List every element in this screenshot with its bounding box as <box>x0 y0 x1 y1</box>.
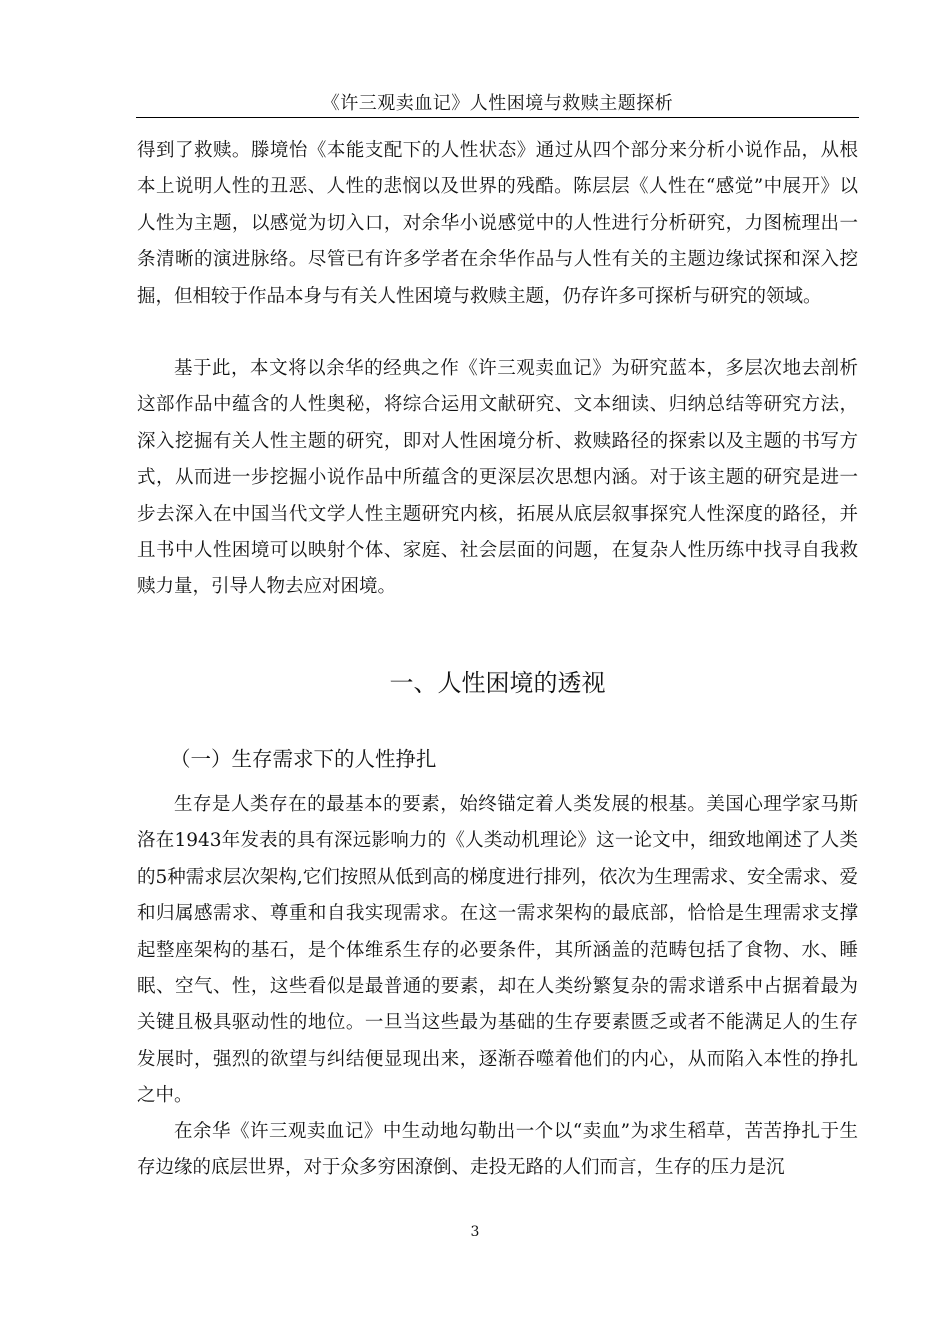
page-number: 3 <box>470 1224 480 1240</box>
subsection-heading: （一）生存需求下的人性挣扎 <box>170 747 437 771</box>
section-heading: 一、人性困境的透视 <box>389 669 606 697</box>
body-paragraph-4: 在余华《许三观卖血记》中生动地勾勒出一个以“卖血”为求生稻草，苦苦挣扎于生存边缘的底层世界，对于众多穷困潦倒、走投无路的人们而言，生存的压力是沉 <box>137 1121 858 1179</box>
running-header: 《许三观卖血记》人性困境与救赎主题探析 <box>321 93 674 114</box>
body-paragraph-3: 生存是人类存在的最基本的要素，始终锚定着人类发展的根基。美国心理学家马斯洛在1943年发表的具有深远影响力的《人类动机理论》这一论文中，细致地阐述了人类的5种需求层次架构,它们按照从低到高的梯度进行排列，依次为生理需求、安全需求、爱和归属感需求、尊重和自我实现需求。在这一需求架构的最底部，恰恰是生理需求支撑起整座架构的基石，是个体维系生存的必要条件，其所涵盖的范畴包括了食物、水、睡眠、空气、性，这些看似是最普通的要素，却在人类纷繁复杂的需求谱系中占据着最为关键且极具驱动性的地位。一旦当这些最为基础的生存要素匮乏或者不能满足人的生存发展时，强烈的欲望与纠结便显现出来，逐渐吞噬着他们的内心，从而陷入本性的挣扎之中。 <box>137 794 858 1107</box>
body-paragraph-1: 得到了救赎。滕境怡《本能支配下的人性状态》通过从四个部分来分析小说作品，从根本上说明人性的丑恶、人性的悲悯以及世界的残酷。陈层层《人性在“感觉”中展开》以人性为主题，以感觉为切入口，对余华小说感觉中的人性进行分析研究，力图梳理出一条清晰的演进脉络。尽管已有许多学者在余华作品与人性有关的主题边缘试探和深入挖掘，但相较于作品本身与有关人性困境与救赎主题，仍存许多可探析与研究的领域。 <box>137 140 858 307</box>
header-rule <box>136 117 859 118</box>
body-paragraph-2: 基于此，本文将以余华的经典之作《许三观卖血记》为研究蓝本，多层次地去剖析这部作品中蕴含的人性奥秘，将综合运用文献研究、文本细读、归纳总结等研究方法，深入挖掘有关人性主题的研究，即对人性困境分析、救赎路径的探索以及主题的书写方式，从而进一步挖掘小说作品中所蕴含的更深层次思想内涵。对于该主题的研究是进一步去深入在中国当代文学人性主题研究内核，拓展从底层叙事探究人性深度的路径，并且书中人性困境可以映射个体、家庭、社会层面的问题，在复杂人性历练中找寻自我救赎力量，引导人物去应对困境。 <box>137 358 858 598</box>
